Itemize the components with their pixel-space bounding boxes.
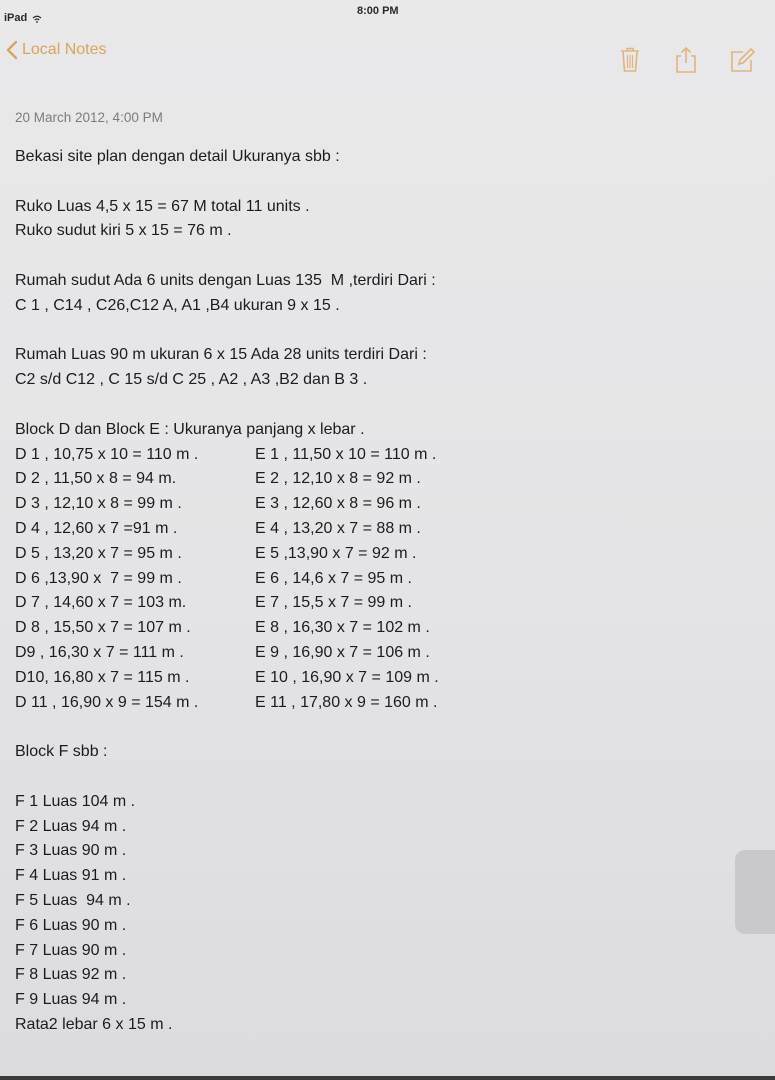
rumah-luas-line: Rumah Luas 90 m ukuran 6 x 15 Ada 28 units terdiri Dari : (15, 346, 427, 364)
block-e-cell: E 9 , 16,90 x 7 = 106 m . (255, 643, 430, 661)
ruko-line: Ruko sudut kiri 5 x 15 = 76 m . (15, 222, 232, 240)
share-icon[interactable] (673, 46, 699, 74)
block-d-cell: D 2 , 11,50 x 8 = 94 m. (15, 470, 177, 488)
block-f-title: Block F sbb : (15, 743, 108, 761)
ruko-line: Ruko Luas 4,5 x 15 = 67 M total 11 units . (15, 197, 310, 215)
block-de-row (15, 641, 755, 666)
block-de-row (15, 666, 755, 691)
block-de-row (15, 467, 755, 492)
block-de-title: Block D dan Block E : Ukuranya panjang x lebar . (15, 420, 365, 438)
block-f-row: F 4 Luas 91 m . (15, 867, 127, 885)
block-d-cell: D 8 , 15,50 x 7 = 107 m . (15, 619, 191, 637)
scroll-handle[interactable] (735, 850, 775, 934)
block-f-row: F 2 Luas 94 m . (15, 817, 127, 835)
note-date: 20 March 2012, 4:00 PM (15, 110, 163, 125)
block-de-row (15, 591, 755, 616)
status-left (4, 12, 41, 24)
block-f-row: F 7 Luas 90 m . (15, 941, 127, 959)
block-f-row: F 1 Luas 104 m . (15, 792, 136, 810)
wifi-icon (32, 15, 41, 22)
block-e-cell: E 4 , 13,20 x 7 = 88 m . (255, 519, 421, 537)
block-d-cell: D 5 , 13,20 x 7 = 95 m . (15, 544, 182, 562)
rumah-luas-line: C2 s/d C12 , C 15 s/d C 25 , A2 , A3 ,B2 dan B 3 . (15, 371, 368, 389)
chevron-left-icon (6, 40, 18, 60)
block-f-row: F 6 Luas 90 m . (15, 916, 127, 934)
block-de-row (15, 517, 755, 542)
block-e-cell: E 7 , 15,5 x 7 = 99 m . (255, 594, 412, 612)
block-d-cell: D10, 16,80 x 7 = 115 m . (15, 668, 190, 686)
status-time: 8:00 PM (357, 5, 399, 17)
block-f-row: F 9 Luas 94 m . (15, 991, 127, 1009)
compose-icon[interactable] (729, 46, 755, 74)
block-d-cell: D 1 , 10,75 x 10 = 110 m . (15, 445, 199, 463)
block-e-cell: E 10 , 16,90 x 7 = 109 m . (255, 668, 439, 686)
block-d-cell: D 6 ,13,90 x 7 = 99 m . (15, 569, 182, 587)
block-d-cell: D 3 , 12,10 x 8 = 99 m . (15, 495, 182, 513)
toolbar (617, 46, 755, 74)
note-intro: Bekasi site plan dengan detail Ukuranya sbb : (15, 148, 340, 165)
back-button[interactable] (6, 40, 107, 60)
screen-bottom-edge (0, 1076, 775, 1080)
note-closing: Rata2 lebar 6 x 15 m . (15, 1015, 173, 1033)
block-e-cell: E 8 , 16,30 x 7 = 102 m . (255, 619, 430, 637)
note-body[interactable] (15, 110, 755, 1038)
block-f-row: F 8 Luas 92 m . (15, 966, 127, 984)
block-de-table (15, 443, 755, 716)
block-d-cell: D 11 , 16,90 x 9 = 154 m . (15, 693, 199, 711)
trash-icon[interactable] (617, 46, 643, 74)
block-de-row (15, 542, 755, 567)
back-button-label: Local Notes (22, 41, 107, 58)
block-e-cell: E 2 , 12,10 x 8 = 92 m . (255, 470, 421, 488)
nav-bar (0, 30, 775, 74)
rumah-sudut-line: C 1 , C14 , C26,C12 A, A1 ,B4 ukuran 9 x 15 . (15, 296, 340, 314)
block-e-cell: E 6 , 14,6 x 7 = 95 m . (255, 569, 412, 587)
block-de-row (15, 616, 755, 641)
block-e-cell: E 5 ,13,90 x 7 = 92 m . (255, 544, 417, 562)
block-f-row: F 5 Luas 94 m . (15, 891, 131, 909)
block-d-cell: D 4 , 12,60 x 7 =91 m . (15, 519, 178, 537)
block-d-cell: D9 , 16,30 x 7 = 111 m . (15, 643, 184, 661)
rumah-sudut-line: Rumah sudut Ada 6 units dengan Luas 135 M ,terdiri Dari : (15, 271, 436, 289)
block-d-cell: D 7 , 14,60 x 7 = 103 m. (15, 594, 187, 612)
block-de-row (15, 492, 755, 517)
block-e-cell: E 1 , 11,50 x 10 = 110 m . (255, 445, 437, 463)
block-de-row (15, 567, 755, 592)
block-de-row (15, 691, 755, 716)
status-bar (0, 0, 775, 26)
block-e-cell: E 3 , 12,60 x 8 = 96 m . (255, 495, 421, 513)
block-de-row (15, 443, 755, 468)
block-f-row: F 3 Luas 90 m . (15, 842, 127, 860)
block-e-cell: E 11 , 17,80 x 9 = 160 m . (255, 693, 438, 711)
device-name: iPad (4, 12, 28, 24)
